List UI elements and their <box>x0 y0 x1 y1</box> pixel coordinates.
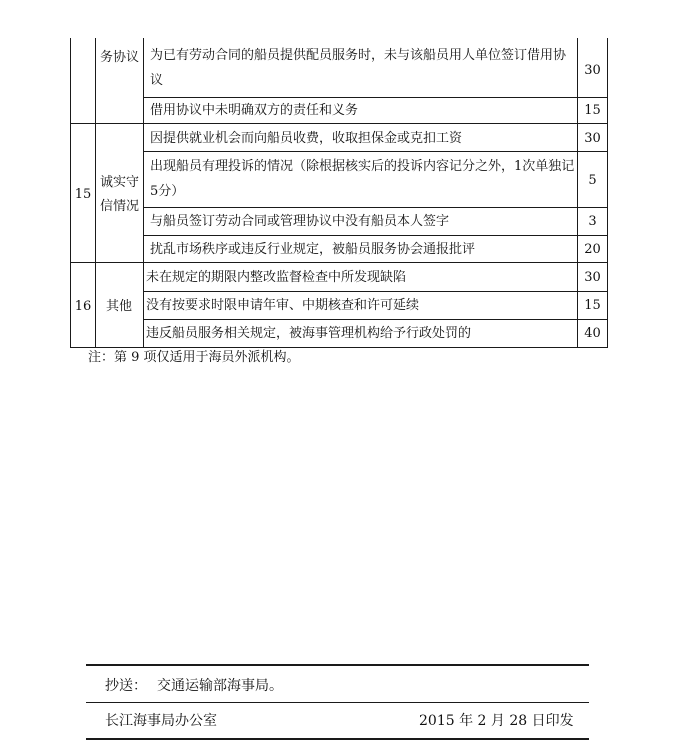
category-cell: 信情况 <box>100 199 140 214</box>
issuer-name: 长江海事局办公室 <box>105 713 217 729</box>
item-score: 30 <box>584 63 601 78</box>
item-text: 借用协议中未明确双方的责任和义务 <box>150 103 359 118</box>
item-score: 30 <box>584 270 601 285</box>
item-text: 违反船员服务相关规定，被海事管理机构给予行政处罚的 <box>146 326 472 341</box>
grid-line <box>143 151 608 152</box>
item-text: 为已有劳动合同的船员提供配员服务时，未与该船员用人单位签订借用协议 <box>150 48 567 88</box>
row-number: 16 <box>74 299 92 314</box>
grid-line <box>70 123 608 124</box>
footer-rule <box>86 738 589 740</box>
item-score: 15 <box>584 103 601 118</box>
grid-line <box>143 291 608 292</box>
item-text: 出现船员有理投诉的情况（除根据核实后的投诉内容记分之外，1次单独记5分） <box>150 159 575 199</box>
grid-line <box>70 347 608 348</box>
grid-line <box>95 38 96 348</box>
grid-line <box>143 207 608 208</box>
grid-line <box>70 262 608 263</box>
grid-line <box>607 38 608 348</box>
item-text: 与船员签订劳动合同或管理协议中没有船员本人签字 <box>150 214 450 229</box>
cc-value: 交通运输部海事局。 <box>157 678 283 694</box>
category-cell: 务协议 <box>100 50 140 65</box>
table-note: 注：第 9 项仅适用于海员外派机构。 <box>88 350 300 365</box>
grid-line <box>143 38 144 348</box>
item-text: 扰乱市场秩序或违反行业规定，被船员服务协会通报批评 <box>150 242 476 257</box>
grid-line <box>143 97 608 98</box>
item-score: 20 <box>584 242 601 257</box>
cc-label: 抄送： <box>105 678 147 694</box>
grid-line <box>143 235 608 236</box>
row-number: 15 <box>74 187 92 202</box>
item-score: 5 <box>588 173 597 188</box>
item-score: 3 <box>588 214 597 229</box>
grid-line <box>143 319 608 320</box>
category-cell: 诚实守 <box>100 175 140 190</box>
item-score: 40 <box>584 326 601 341</box>
footer-rule <box>86 664 589 666</box>
item-text: 未在规定的期限内整改监督检查中所发现缺陷 <box>146 270 407 285</box>
issue-date: 2015 年 2 月 28 日印发 <box>419 713 574 729</box>
item-text: 因提供就业机会而向船员收费，收取担保金或克扣工资 <box>150 131 463 146</box>
item-score: 15 <box>584 298 601 313</box>
item-score: 30 <box>584 131 601 146</box>
footer-rule <box>86 702 589 703</box>
item-text: 没有按要求时限申请年审、中期核查和许可延续 <box>146 298 420 313</box>
category-cell: 其他 <box>106 299 133 314</box>
